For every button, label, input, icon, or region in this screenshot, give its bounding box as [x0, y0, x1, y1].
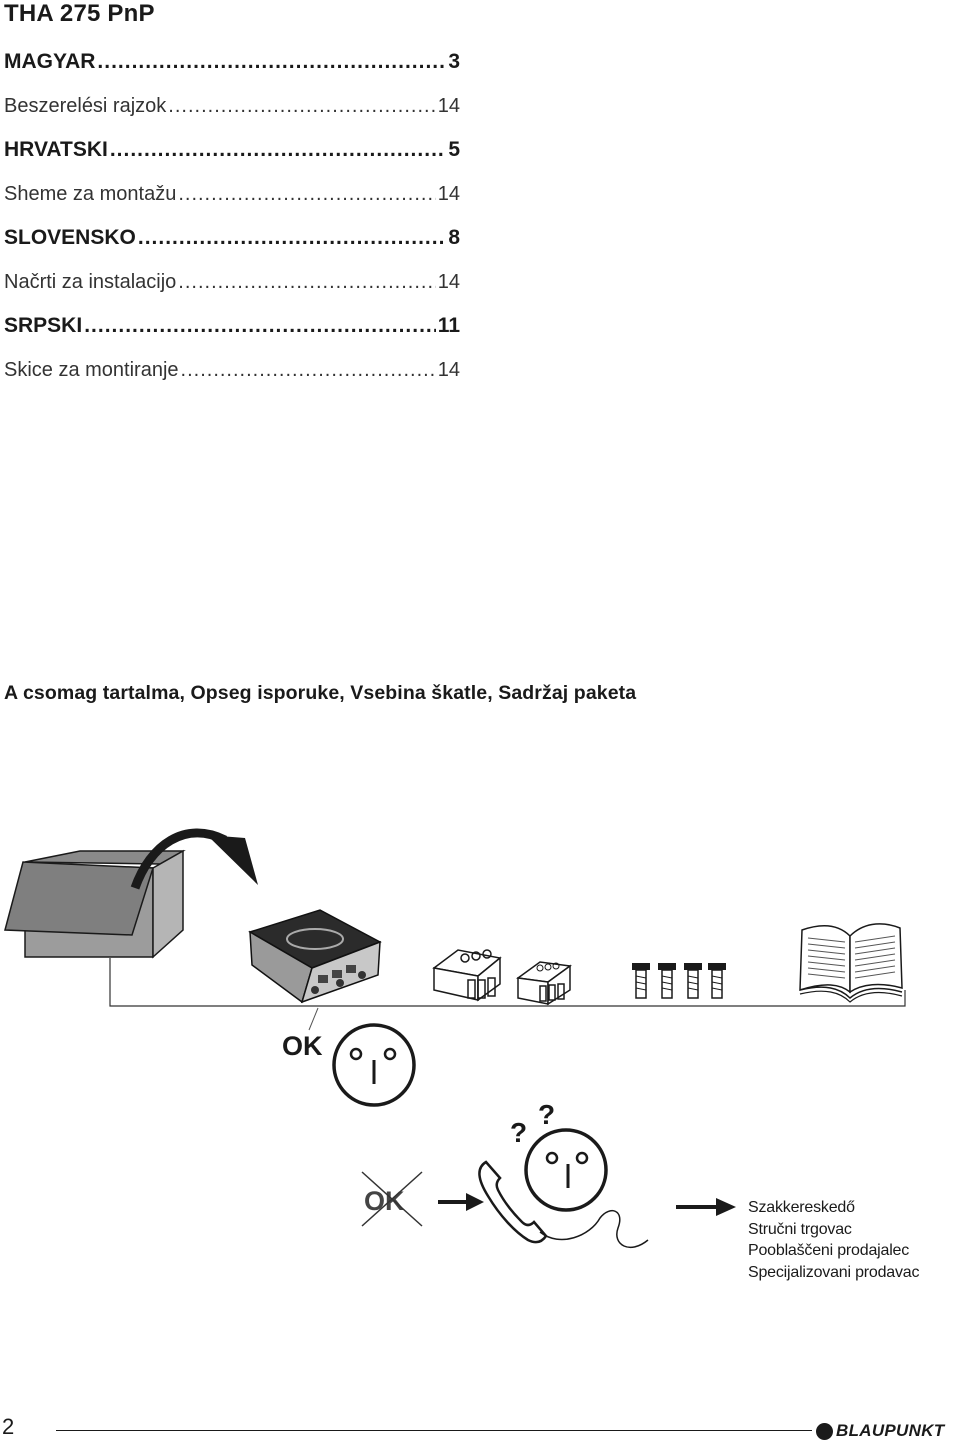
toc-leader-dots — [168, 92, 435, 120]
toc-page-number: 14 — [437, 183, 460, 205]
manual-book-icon — [800, 924, 902, 1002]
toc-leader-dots — [110, 136, 446, 164]
smiley-face-icon — [334, 1025, 414, 1105]
footer-rule — [56, 1430, 812, 1431]
toc-page-number: 14 — [437, 359, 460, 381]
pointer-line — [309, 1008, 318, 1030]
toc-label: SLOVENSKO — [4, 226, 136, 249]
toc-label: MAGYAR — [4, 50, 96, 73]
page-number: 2 — [2, 1414, 15, 1439]
toc-label: Beszerelési rajzok — [4, 95, 167, 117]
contents-bracket-line — [110, 958, 905, 1006]
confused-face-icon — [526, 1130, 606, 1210]
toc-page-number: 14 — [437, 271, 460, 293]
toc-leader-dots — [97, 48, 446, 76]
toc-leader-dots — [84, 312, 436, 340]
screws-icon — [632, 963, 726, 998]
question-mark: ? — [538, 1099, 556, 1130]
dealer-label: Pooblaščeni prodajalec — [748, 1242, 910, 1259]
dealer-label: Stručni trgovac — [748, 1220, 852, 1238]
dealer-list — [748, 1197, 919, 1283]
not-ok-label: OK — [364, 1186, 405, 1216]
toc-page-number: 8 — [448, 226, 460, 249]
toc-page-number: 5 — [448, 138, 460, 161]
dealer-label: Specijalizovani prodavac — [748, 1263, 920, 1281]
toc-entry[interactable] — [4, 312, 460, 356]
toc-label: Skice za montiranje — [4, 359, 179, 381]
brand-dot-icon — [816, 1423, 833, 1440]
box-icon — [5, 851, 183, 957]
toc-leader-dots — [178, 268, 435, 296]
arrow-right-icon — [676, 1198, 736, 1216]
toc-entry[interactable] — [4, 48, 460, 92]
toc-entry[interactable] — [4, 92, 460, 136]
toc-label: Načrti za instalacijo — [4, 271, 177, 293]
toc-label: HRVATSKI — [4, 138, 108, 161]
ok-label: OK — [282, 1031, 323, 1061]
toc-entry[interactable] — [4, 268, 460, 312]
toc-entry[interactable] — [4, 136, 460, 180]
toc-leader-dots — [181, 356, 436, 384]
toc-page-number: 3 — [448, 50, 460, 73]
package-contents-heading: A csomag tartalma, Opseg isporuke, Vsebina škatle, Sadržaj paketa — [4, 682, 637, 704]
terminal-connector-icon — [434, 950, 500, 1000]
toc-label: SRPSKI — [4, 314, 83, 337]
toc-label: Sheme za montažu — [4, 183, 177, 205]
brand-logo — [816, 1419, 944, 1443]
amplifier-device-icon — [250, 910, 380, 1002]
toc-page-number: 14 — [437, 95, 460, 117]
toc-leader-dots — [178, 180, 435, 208]
toc-entry[interactable] — [4, 224, 460, 268]
toc-entry[interactable] — [4, 356, 460, 400]
toc-leader-dots — [138, 224, 446, 252]
table-of-contents — [4, 48, 460, 400]
terminal-connector-icon — [518, 962, 570, 1004]
dealer-label: Szakkereskedő — [748, 1199, 855, 1216]
arrow-right-icon — [438, 1193, 484, 1211]
question-mark: ? — [510, 1117, 528, 1148]
toc-entry[interactable] — [4, 180, 460, 224]
document-title: THA 275 PnP — [4, 0, 155, 27]
toc-page-number: 11 — [437, 314, 460, 337]
brand-name: BLAUPUNKT — [836, 1421, 945, 1440]
